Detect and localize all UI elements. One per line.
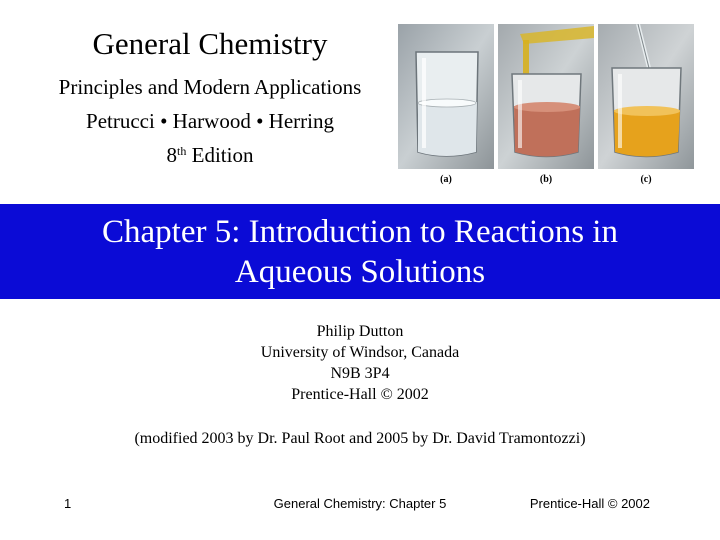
liquid-a <box>418 102 477 156</box>
beaker-photo-a <box>398 24 494 169</box>
book-edition <box>20 143 400 168</box>
caption-a: (a) <box>440 174 452 185</box>
book-subtitle: Principles and Modern Applications <box>58 75 362 99</box>
book-title: General Chemistry <box>92 26 328 61</box>
book-authors: Petrucci • Harwood • Herring <box>86 109 334 133</box>
credit-publisher: Prentice-Hall © 2002 <box>291 386 429 403</box>
edition-number: 8 <box>166 143 178 167</box>
chapter-title <box>0 212 720 292</box>
credit-postal-code: N9B 3P4 <box>330 365 390 382</box>
caption-c: (c) <box>640 174 652 185</box>
chapter-title-line-2: Aqueous Solutions <box>234 254 486 290</box>
chapter-title-line-1: Chapter 5: Introduction to Reactions in <box>102 214 618 250</box>
footer-title: General Chemistry: Chapter 5 <box>273 496 447 511</box>
author-credits <box>160 321 560 405</box>
edition-suffix: th <box>177 144 187 158</box>
liquid-c <box>614 110 680 157</box>
modified-note: (modified 2003 by Dr. Paul Root and 2005 by Dr. David Tramontozzi) <box>134 430 586 447</box>
beaker-photo-c <box>598 24 694 169</box>
liquid-b <box>514 106 580 157</box>
slide-number: 1 <box>64 496 72 511</box>
beaker-photo-b <box>498 24 594 169</box>
credit-author: Philip Dutton <box>316 323 404 340</box>
edition-word: Edition <box>191 143 254 167</box>
footer-copyright: Prentice-Hall © 2002 <box>529 496 650 511</box>
credit-university: University of Windsor, Canada <box>260 344 460 361</box>
caption-b: (b) <box>539 174 553 185</box>
beaker-photo-figure <box>398 24 694 188</box>
